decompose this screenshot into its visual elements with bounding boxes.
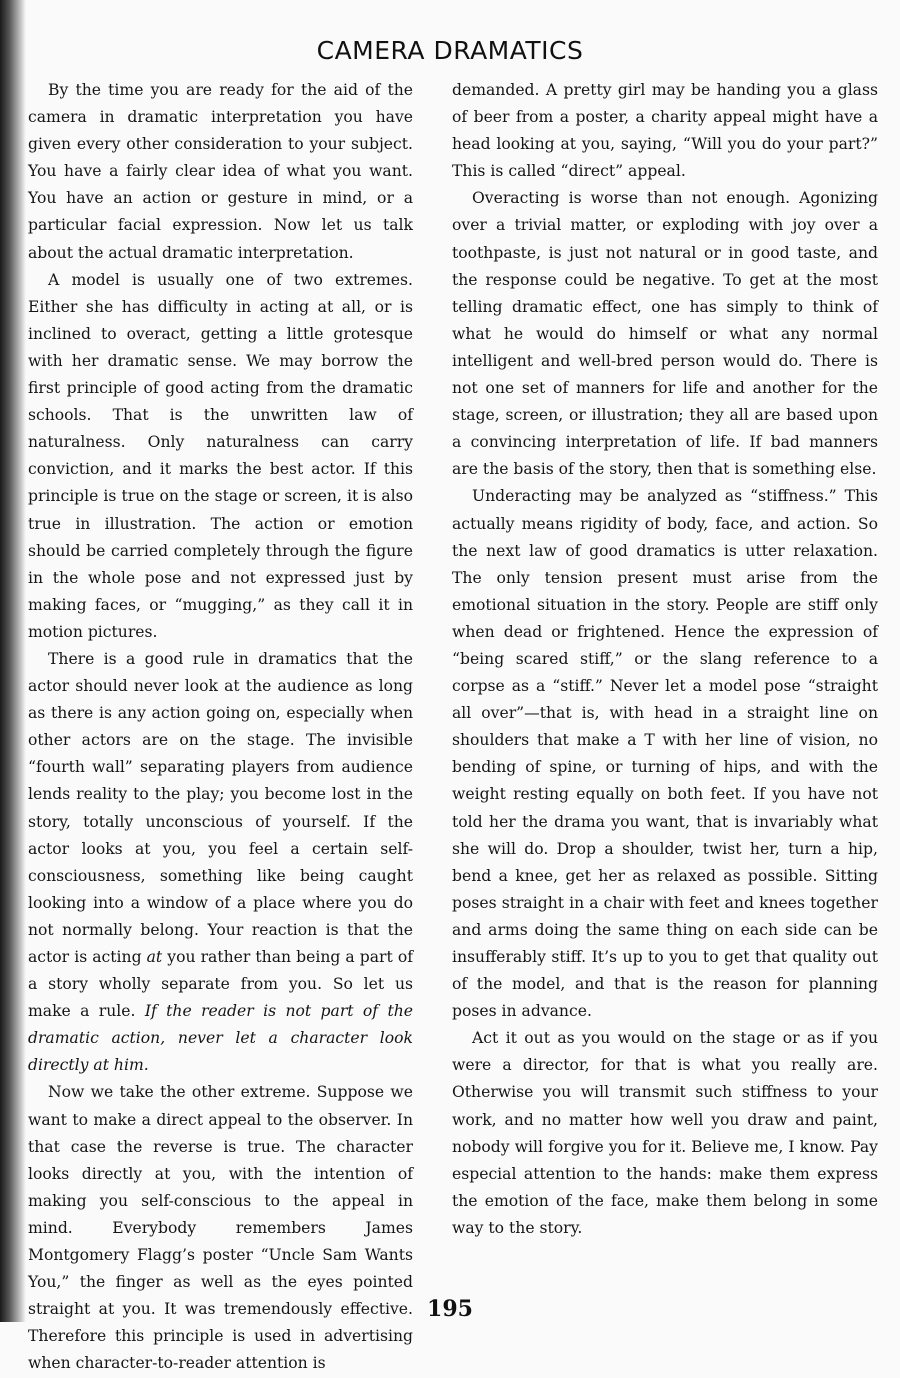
paragraph (28, 646, 413, 1080)
text-run: There is a good rule in dramatics that the actor should never look at the audience as long as there is any action going on, especially when other actors are on the stage. The invisible “fourth wall” separating players from audience lends reality to the play; you become lost in the story, totally unconscious of yourself. If the actor looks at you, you feel a certain self-consciousness, something like being caught looking into a window of a place where you do not normally belong. Your reaction is that the actor is acting (28, 649, 413, 966)
page-number: 195 (427, 1296, 473, 1322)
emphasis: at (146, 948, 163, 966)
page-gutter-shadow (0, 0, 26, 1322)
paragraph: Underacting may be analyzed as “stiffness.” This actually means rigidity of body, face, and action. So the next law of good dramatics is utter relaxation. The only tension present must arise from the emotional situation in the story. People are stiff only when dead or frightened. Hence the expression of “being scared stiff,” or the slang reference to a corpse as a “stiff.” Never let a model pose “straight all over”—that is, with head in a straight line on shoulders that make a T with her line of vision, no bending of spine, or turning of hips, and with the weight resting equally on both feet. If you have not told her the drama you want, that is invariably what she will do. Drop a shoulder, twist her, turn a hip, bend a knee, get her as relaxed as possible. Sitting poses straight in a chair with feet and knees together and arms doing the same thing on each side can be insufferably stiff. It’s up to you to get that quality out of the model, and that is the reason for planning poses in advance. (452, 487, 878, 1021)
page-title: CAMERA DRAMATICS (316, 36, 584, 65)
right-column (452, 77, 878, 1242)
rule-emphasis: If the reader is not part of the dramatic action, never let a character look directly at him. (28, 1002, 413, 1075)
paragraph: A model is usually one of two extremes. Either she has difficulty in acting at all, or is inclined to overact, getting a little grotesque with her dramatic sense. We may borrow the first principle of good acting from the dramatic schools. That is the unwritten law of naturalness. Only naturalness can carry conviction, and it marks the best actor. If this principle is true on the stage or screen, it is also true in illustration. The action or emotion should be carried completely through the figure in the whole pose and not expressed just by making faces, or “mugging,” as they call it in motion pictures. (28, 270, 413, 641)
text-run: you rather than being a part of a story wholly separate from you. So let us make a rule. (28, 948, 413, 1021)
paragraph: By the time you are ready for the aid of the camera in dramatic interpretation you have given every other consideration to your subject. You have a fairly clear idea of what you want. You have an action or gesture in mind, or a particular facial expression. Now let us talk about the actual dramatic interpretation. (28, 81, 413, 262)
paragraph: Act it out as you would on the stage or as if you were a director, for that is what you really are. Otherwise you will transmit such stiffness to your work, and no matter how well you draw and paint, nobody will forgive you for it. Believe me, I know. Pay especial attention to the hands: make them express the emotion of the face, make them belong in some way to the story. (452, 1029, 878, 1237)
paragraph: Now we take the other extreme. Suppose we want to make a direct appeal to the observer. In that case the reverse is true. The character looks directly at you, with the intention of making you self-conscious to the appeal in mind. Everybody remembers James Montgomery Flagg’s poster “Uncle Sam Wants You,” the finger as well as the eyes pointed straight at you. It was tremendously effective. Therefore this principle is used in advertising when character-to-reader attention is (28, 1083, 413, 1373)
paragraph: Overacting is worse than not enough. Agonizing over a trivial matter, or exploding with joy over a toothpaste, is just not natural or in good taste, and the response could be negative. To get at the most telling dramatic effect, one has simply to think of what he would do himself or what any normal intelligent and well-bred person would do. There is not one set of manners for life and another for the stage, screen, or illustration; they all are based upon a convincing interpretation of life. If bad manners are the basis of the story, then that is something else. (452, 189, 878, 479)
left-column (28, 77, 413, 1378)
paragraph-continuation: demanded. A pretty girl may be handing you a glass of beer from a poster, a charity appeal might have a head looking at you, saying, “Will you do your part?” This is called “direct” appeal. (452, 81, 878, 181)
